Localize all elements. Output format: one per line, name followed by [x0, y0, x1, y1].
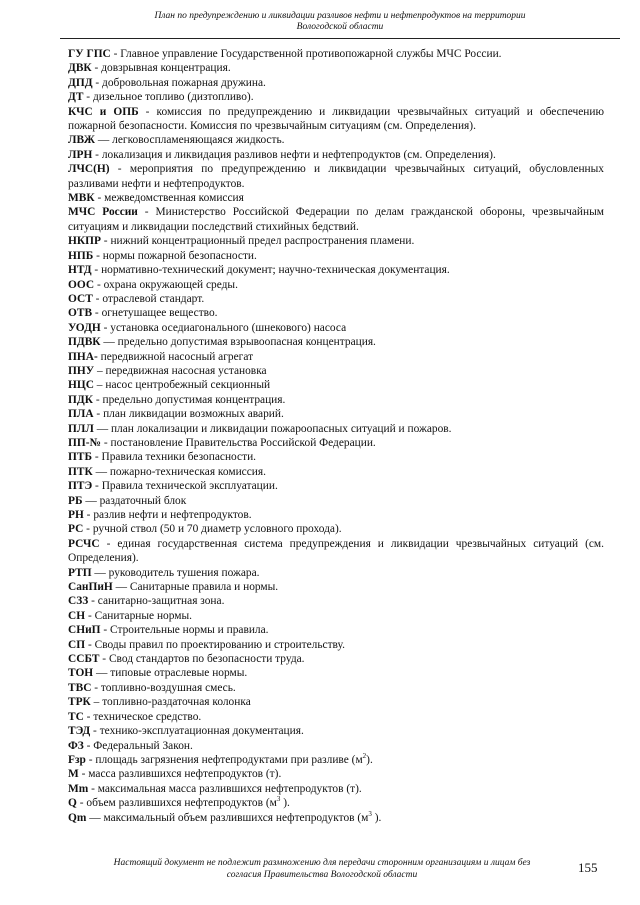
abbreviation-separator: -	[83, 91, 93, 104]
abbreviation-term: ПДК	[68, 393, 93, 406]
header-title-line-1: План по предупреждению и ликвидации разливов нефти и нефтепродуктов на территории	[154, 11, 526, 21]
abbreviation-term: ФЗ	[68, 739, 84, 752]
abbreviation-definition: нормативно-технический документ; научно-техническая документация.	[101, 264, 450, 277]
abbreviation-term: ДВК	[68, 62, 92, 75]
abbreviation-separator: -	[92, 393, 103, 406]
abbreviation-definition: передвижная насосная установка	[105, 364, 267, 377]
abbreviation-definition: план ликвидации возможных аварий.	[103, 408, 284, 421]
abbreviation-term: СЗЗ	[68, 595, 89, 608]
abbreviation-term: СН	[68, 609, 86, 622]
abbreviation-term: ООС	[68, 278, 95, 291]
abbreviation-entry	[68, 566, 604, 580]
abbreviation-separator: -	[138, 105, 157, 118]
abbreviation-entry	[68, 695, 604, 709]
abbreviation-definition: максимальный объем разлившихся нефтепродуктов (м	[103, 811, 369, 824]
abbreviation-separator: —	[82, 494, 100, 507]
page-number: 155	[578, 860, 598, 875]
abbreviation-definition: руководитель тушения пожара.	[108, 566, 260, 579]
abbreviation-definition: объем разлившихся нефтепродуктов (м	[86, 797, 277, 810]
unit-exponent: 3	[276, 795, 281, 804]
abbreviation-entry	[68, 681, 604, 695]
abbreviation-definition: легковоспламеняющаяся жидкость.	[112, 134, 285, 147]
abbreviation-separator: -	[91, 62, 102, 75]
unit-exponent: 2	[362, 752, 367, 761]
abbreviation-definition: нормы пожарной безопасности.	[102, 249, 257, 262]
abbreviation-term: ПДВК	[68, 336, 101, 349]
abbreviation-term: ОСТ	[68, 292, 93, 305]
abbreviation-entry	[68, 335, 604, 349]
abbreviation-entry	[68, 306, 604, 320]
abbreviation-separator: -	[92, 148, 102, 161]
abbreviation-term: Qm	[68, 811, 87, 824]
abbreviation-separator: -	[100, 436, 111, 449]
abbreviation-separator: -	[109, 163, 130, 176]
abbreviation-separator: -	[94, 278, 104, 291]
abbreviation-separator: —	[92, 465, 110, 478]
abbreviation-definition: масса разлившихся нефтепродуктов (т).	[88, 768, 282, 781]
abbreviation-entry	[68, 90, 604, 104]
abbreviation-separator: -	[94, 192, 105, 205]
abbreviation-term: КЧС и ОПБ	[68, 105, 139, 118]
abbreviation-separator: -	[99, 653, 109, 666]
page-footer	[72, 857, 572, 881]
abbreviation-term: РТП	[68, 566, 92, 579]
abbreviation-entry	[68, 782, 604, 796]
abbreviation-term: ПТК	[68, 465, 93, 478]
abbreviation-term: ТЭД	[68, 725, 91, 738]
abbreviation-definition: Правила технической эксплуатации.	[101, 480, 278, 493]
abbreviation-definition: техническое средство.	[93, 710, 202, 723]
abbreviation-separator: -	[83, 710, 94, 723]
abbreviation-separator: -	[99, 537, 118, 550]
abbreviation-entry	[68, 494, 604, 508]
abbreviation-entry	[68, 378, 604, 392]
abbreviation-definition: пожарно-техническая комиссия.	[109, 465, 266, 478]
abbreviation-definition: площадь загрязнения нефтепродуктами при разливе (м	[95, 753, 363, 766]
abbreviation-entry	[68, 321, 604, 335]
abbreviation-definition: довзрывная концентрация.	[101, 62, 231, 75]
abbreviation-term: ГУ ГПС	[68, 48, 111, 60]
abbreviation-definition: разлив нефти и нефтепродуктов.	[93, 509, 252, 521]
abbreviation-separator: —	[112, 581, 130, 594]
abbreviation-separator: -	[93, 408, 104, 421]
abbreviation-term: НПБ	[68, 249, 94, 262]
abbreviation-definition: Санитарные нормы.	[94, 609, 192, 622]
abbreviation-term: УОДН	[68, 321, 101, 334]
abbreviation-term: ССБТ	[68, 653, 100, 666]
abbreviation-entry	[68, 436, 604, 450]
abbreviation-entry	[68, 609, 604, 623]
abbreviation-separator: -	[83, 523, 93, 536]
abbreviation-entry	[68, 537, 604, 566]
abbreviation-definition: раздаточный блок	[99, 494, 187, 507]
abbreviation-definition: насос центробежный секционный	[105, 379, 271, 392]
abbreviation-separator: -	[90, 725, 100, 738]
abbreviation-term: МЧС России	[68, 206, 138, 219]
abbreviation-entry	[68, 47, 604, 61]
abbreviation-entry	[68, 652, 604, 666]
abbreviation-definition: нижний концентрационный предел распространения пламени.	[110, 235, 415, 248]
abbreviation-definition: единая государственная система предупреждения и ликвидации чрезвычайных ситуаций (см. Определения).	[68, 537, 604, 565]
abbreviation-entry	[68, 753, 604, 767]
abbreviation-term: ПНУ	[68, 364, 95, 377]
abbreviation-definition: Своды правил по проектированию и строительству.	[94, 638, 345, 651]
abbreviation-entry	[68, 508, 604, 522]
definition-tail: ).	[371, 811, 382, 824]
abbreviation-entry	[68, 350, 604, 364]
page-header	[60, 11, 620, 33]
abbreviation-definition: локализация и ликвидация разливов нефти и нефтепродуктов (см. Определения).	[101, 148, 496, 161]
abbreviation-entry	[68, 724, 604, 738]
abbreviation-term: ПЛЛ	[68, 422, 94, 435]
abbreviation-entry	[68, 76, 604, 90]
abbreviation-entry	[68, 580, 604, 594]
abbreviation-term: Fзр	[68, 753, 86, 766]
abbreviation-term: ДПД	[68, 76, 93, 89]
abbreviation-separator: –	[93, 379, 106, 392]
abbreviation-separator: -	[100, 235, 111, 248]
abbreviation-separator: -	[92, 480, 102, 493]
abbreviation-separator: -	[137, 206, 156, 219]
abbreviation-entry	[68, 422, 604, 436]
abbreviation-separator: -	[83, 509, 94, 521]
abbreviation-separator: -	[100, 321, 111, 334]
abbreviation-entry	[68, 191, 604, 205]
abbreviation-separator: -	[92, 76, 103, 89]
abbreviation-entry	[68, 638, 604, 652]
abbreviation-definition: дизельное топливо (дизтопливо).	[92, 91, 254, 104]
abbreviation-definition: топливно-воздушная смесь.	[100, 681, 236, 694]
abbreviation-term: СНиП	[68, 624, 101, 637]
abbreviation-separator: -	[78, 768, 89, 781]
abbreviation-definition: санитарно-защитная зона.	[97, 595, 225, 608]
abbreviation-term: ДТ	[68, 91, 84, 104]
abbreviation-term: ПНА-	[68, 350, 98, 363]
abbreviation-entry	[68, 393, 604, 407]
abbreviation-term: МВК	[68, 192, 95, 205]
abbreviation-entry	[68, 407, 604, 421]
abbreviation-separator: -	[110, 48, 121, 60]
abbreviation-term: РБ	[68, 494, 83, 507]
abbreviation-entry	[68, 450, 604, 464]
abbreviation-entry	[68, 278, 604, 292]
abbreviation-entry	[68, 522, 604, 536]
abbreviation-term: РН	[68, 509, 84, 521]
abbreviation-definition: Свод стандартов по безопасности труда.	[108, 653, 305, 666]
abbreviation-entry	[68, 623, 604, 637]
abbreviation-term: СП	[68, 638, 86, 651]
abbreviation-term: Q	[68, 797, 77, 810]
abbreviation-separator: —	[86, 811, 104, 824]
abbreviation-term: РСЧС	[68, 537, 100, 550]
abbreviation-term: Мm	[68, 782, 89, 795]
abbreviation-term: ТРК	[68, 696, 91, 709]
abbreviation-term: ПП-№	[68, 436, 101, 449]
abbreviation-entry	[68, 364, 604, 378]
abbreviation-entry	[68, 710, 604, 724]
abbreviation-term: ПЛА	[68, 408, 94, 421]
abbreviation-term: ЛЧС(Н)	[68, 163, 110, 176]
abbreviation-term: НЦС	[68, 379, 94, 392]
abbreviation-entry	[68, 796, 604, 810]
abbreviation-term: НТД	[68, 264, 92, 277]
abbreviation-entry	[68, 234, 604, 248]
header-title-line-2: Вологодской области	[296, 22, 384, 32]
abbreviation-entry	[68, 594, 604, 608]
abbreviation-definition: мероприятия по предупреждению и ликвидации чрезвычайных ситуаций, обусловленных разливами нефти и нефтепродуктов.	[68, 163, 604, 190]
abbreviation-definition: огнетушащее вещество.	[101, 307, 218, 320]
abbreviation-definition: план локализации и ликвидации пожароопасных ситуаций и пожаров.	[110, 422, 452, 435]
abbreviation-separator: -	[88, 782, 98, 795]
footer-notice-line-2: согласия Правительства Вологодской области	[226, 870, 418, 880]
abbreviation-separator: -	[92, 451, 102, 464]
abbreviation-entry	[68, 249, 604, 263]
abbreviation-definition: добровольная пожарная дружина.	[102, 76, 266, 89]
abbreviation-entry	[68, 739, 604, 753]
abbreviation-entry	[68, 205, 604, 234]
abbreviation-separator: —	[93, 667, 111, 680]
abbreviation-term: ЛРН	[68, 148, 93, 161]
abbreviation-definition: установка оседиагонального (шнекового) насоса	[110, 321, 347, 334]
abbreviation-definition: Федеральный Закон.	[93, 739, 193, 752]
abbreviation-separator: –	[90, 696, 103, 709]
abbreviation-separator: —	[91, 566, 109, 579]
abbreviation-definition: комиссия по предупреждению и ликвидации чрезвычайных ситуаций и обеспечению пожарной безопасности. Комиссия по чрезвычайным ситуациям (см. Определения).	[68, 105, 604, 133]
abbreviation-definition: предельно допустимая концентрация.	[102, 393, 286, 406]
abbreviation-definition: Санитарные правила и нормы.	[129, 581, 279, 594]
abbreviation-term: ПТБ	[68, 451, 92, 464]
abbreviation-separator: —	[95, 134, 113, 147]
abbreviation-separator: -	[92, 307, 102, 320]
abbreviation-entry	[68, 479, 604, 493]
abbreviation-term: ТОН	[68, 667, 94, 680]
abbreviation-entry	[68, 465, 604, 479]
abbreviation-entry	[68, 148, 604, 162]
abbreviation-definition: ручной ствол (50 и 70 диаметр условного прохода).	[92, 523, 342, 536]
abbreviation-entry	[68, 133, 604, 147]
abbreviation-definition: Главное управление Государственной противопожарной службы МЧС России.	[120, 48, 502, 60]
abbreviation-definition: предельно допустимая взрывоопасная концентрация.	[117, 336, 376, 349]
abbreviation-separator: -	[91, 681, 101, 694]
abbreviation-definition: постановление Правительства Российской Федерации.	[110, 436, 376, 449]
abbreviation-separator: -	[88, 595, 98, 608]
abbreviation-entry	[68, 162, 604, 191]
abbreviation-separator: —	[100, 336, 118, 349]
abbreviation-separator: -	[83, 739, 94, 752]
abbreviation-definition: отраслевой стандарт.	[102, 292, 205, 305]
abbreviation-term: РС	[68, 523, 84, 536]
header-divider	[60, 38, 620, 39]
abbreviation-term: М	[68, 768, 79, 781]
definition-tail: ).	[366, 753, 373, 766]
abbreviation-separator: -	[93, 249, 103, 262]
abbreviation-separator: –	[94, 364, 106, 377]
abbreviation-definition: межведомственная комиссия	[104, 192, 244, 205]
unit-exponent: 3	[368, 809, 372, 818]
abbreviation-separator: -	[76, 797, 87, 810]
abbreviation-separator: -	[85, 609, 95, 622]
definition-tail: ).	[280, 797, 290, 810]
abbreviation-term: НКПР	[68, 235, 101, 248]
abbreviation-term: ТВС	[68, 681, 92, 694]
abbreviation-term: ПТЭ	[68, 480, 93, 493]
abbreviation-definition: Строительные нормы и правила.	[110, 624, 269, 637]
abbreviation-separator: —	[93, 422, 111, 435]
abbreviation-entry	[68, 666, 604, 680]
abbreviation-definition: технико-эксплуатационная документация.	[99, 725, 304, 738]
abbreviation-definition: Министерство Российской Федерации по делам гражданской обороны, чрезвычайным ситуациям и ликвидации последствий стихийных бедствий.	[68, 206, 604, 233]
abbreviation-entry	[68, 811, 604, 825]
abbreviation-separator: -	[85, 638, 95, 651]
abbreviation-term: СанПиН	[68, 581, 113, 594]
abbreviation-definition: топливно-раздаточная колонка	[102, 696, 251, 709]
abbreviation-term: ТС	[68, 710, 84, 723]
abbreviation-definition: передвижной насосный агрегат	[100, 350, 254, 363]
abbreviation-separator: -	[92, 292, 103, 305]
abbreviation-term: ОТВ	[68, 307, 93, 320]
abbreviation-entry	[68, 105, 604, 134]
abbreviation-entry	[68, 292, 604, 306]
abbreviation-separator: -	[100, 624, 111, 637]
abbreviation-separator: -	[85, 753, 96, 766]
abbreviation-entry	[68, 767, 604, 781]
abbreviation-term: ЛВЖ	[68, 134, 96, 147]
abbreviations-list	[68, 47, 604, 825]
abbreviation-definition: максимальная масса разлившихся нефтепродуктов (т).	[97, 782, 362, 795]
abbreviation-definition: Правила техники безопасности.	[101, 451, 257, 464]
abbreviation-entry	[68, 263, 604, 277]
footer-notice-line-1: Настоящий документ не подлежит размножению для передачи сторонним организациям и лицам без	[113, 858, 531, 868]
abbreviation-definition: охрана окружающей среды.	[103, 278, 238, 291]
abbreviation-entry	[68, 61, 604, 75]
abbreviation-definition: типовые отраслевые нормы.	[110, 667, 248, 680]
abbreviation-separator: -	[91, 264, 102, 277]
